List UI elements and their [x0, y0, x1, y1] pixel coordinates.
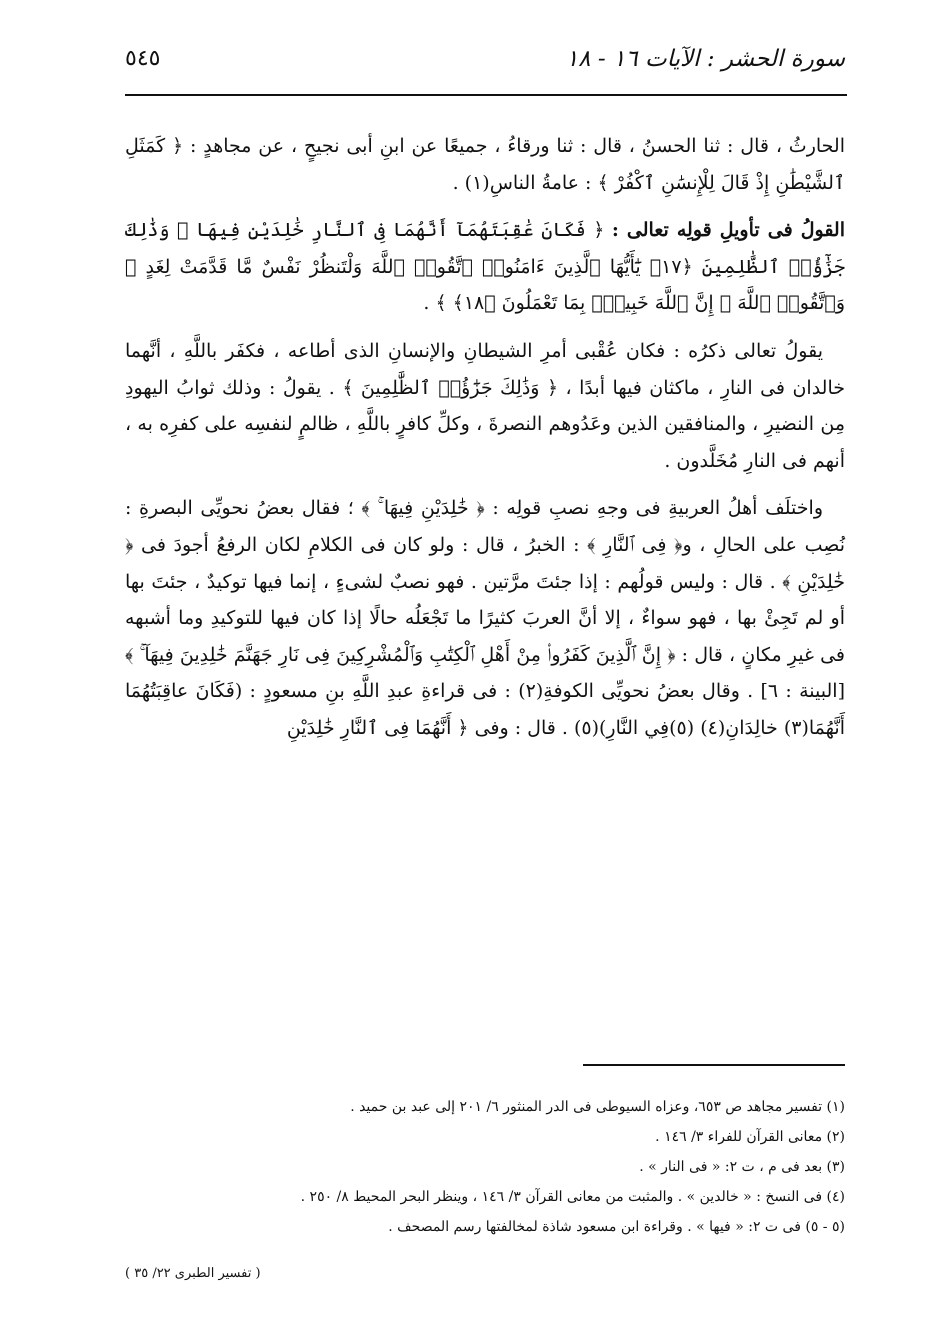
volume-page-reference: ( تفسير الطبرى ٢٢/ ٣٥ )	[125, 1266, 261, 1281]
header-divider	[125, 94, 847, 96]
section-lead: القولُ فى تأويلِ قولِه تعالى :	[611, 219, 845, 242]
running-header	[125, 44, 845, 90]
surah-verse-heading: سورة الحشر : الآيات ١٦ - ١٨	[565, 46, 845, 72]
paragraph	[125, 333, 845, 479]
paragraph	[125, 128, 845, 201]
footnote: (٢) معانى القرآن للفراء ٣/ ١٤٦ .	[655, 1129, 845, 1145]
paragraph-text: الحارثُ ، قال : ثنا الحسنُ ، قال : ثنا ورقاءُ ، جميعًا عن ابنِ أبى نجيحٍ ، عن مجاهدٍ : ﴿ كَمَثَلِ ٱلشَّيْطَٰنِ إِذْ قَالَ لِلْإِنسَٰنِ ٱكْفُرْ ﴾ : عامةُ الناسِ(١) .	[125, 135, 845, 194]
page-number: ٥٤٥	[125, 46, 161, 71]
footnote: (٥ - ٥) فى ت ٢: « فيها » . وقراءة ابن مسعود شاذة لمخالفتها رسم المصحف .	[388, 1219, 845, 1235]
footnote: (٤) فى النسخ : « خالدين » . والمثبت من معانى القرآن ٣/ ١٤٦ ، وينظر البحر المحيط ٨/ ٢٥٠ .	[300, 1189, 845, 1205]
paragraph-text: يقولُ تعالى ذكرُه : فكان عُقْبى أمرِ الشيطانِ والإنسانِ الذى أطاعه ، فكفَر باللَّهِ ، أنَّهما خالدان فى النارِ ، ماكثان فيها أبدًا ، ﴿ وَذَٰلِكَ جَزَٰٓؤُا۟ ٱلظَّٰلِمِينَ ﴾ . يقولُ : وذلك ثوابُ اليهودِ مِن النضيرِ ، والمنافقين الذين وعَدُوهم النصرةَ ، وكلِّ كافرٍ باللَّهِ ، ظالمٍ لنفسِه على كفرِه به ، أنهم فى النارِ مُخَلَّدون .	[125, 339, 845, 472]
paragraph	[125, 490, 845, 746]
footnote: (١) تفسير مجاهد ص ٦٥٣، وعزاه السيوطى فى الدر المنثور ٦/ ٢٠١ إلى عبد بن حميد .	[350, 1099, 845, 1115]
paragraph	[125, 212, 845, 322]
main-text	[125, 128, 845, 758]
footnotes	[125, 1092, 845, 1242]
paragraph-text: واختلَف أهلُ العربيةِ فى وجهِ نصبِ قولِه : ﴿ خَٰلِدَيْنِ فِيهَا ۚ ﴾ ؛ فقال بعضُ نحويِّى البصرةِ : نُصِب على الحالِ ، و﴿ فِى ٱلنَّارِ ﴾ : الخبرُ ، قال : ولو كان فى الكلامِ لكان الرفعُ أجودَ فى ﴿ خَٰلِدَيْنِ ﴾ . قال : وليس قولُهم : إذا جئتَ مرَّتين . فهو نصبٌ لشىءٍ ، إنما فيها توكيدٌ ، جئتَ بها أو لم تَجِئْ بها ، فهو سواءٌ ، إلا أنَّ العربَ كثيرًا ما تَجْعَلُه حالًا إذا كان فيها للتوكيدِ وما أشبهه فى غيرِ مكانٍ ، قال : ﴿ إِنَّ ٱلَّذِينَ كَفَرُوا۟ مِنْ أَهْلِ ٱلْكِتَٰبِ وَٱلْمُشْرِكِينَ فِى نَارِ جَهَنَّمَ خَٰلِدِينَ فِيهَآ ۚ ﴾ [البينة : ٦] . وقال بعضُ نحويِّى الكوفةِ(٢) : فى قراءةِ عبدِ اللَّهِ بنِ مسعودٍ : (فَكَانَ عاقِبَتُهُمَا أَنَّهُمَا(٣) خالِدَانِ(٤) (٥)فِي النَّارِ)(٥) . قال : وفى ﴿ أَنَّهُمَا فِى ٱلنَّارِ خَٰلِدَيْنِ	[125, 497, 845, 739]
footnote: (٣) بعد فى م ، ت ٢: « فى النار » .	[639, 1159, 845, 1175]
footnote-divider	[583, 1064, 845, 1066]
paragraph-text: ﴿ فَكَانَ عَٰقِبَتَهُمَآ أَنَّهُمَا فِى ٱلنَّارِ خَٰلِدَيْنِ فِيهَا ۚ وَذَٰلِكَ جَزَٰٓؤُا۟ ٱلظَّٰلِمِينَ ﴿١٧﴾ يَٰٓأَيُّهَا ٱلَّذِينَ ءَامَنُوا۟ ٱتَّقُوا۟ ٱللَّهَ وَلْتَنظُرْ نَفْسٌ مَّا قَدَّمَتْ لِغَدٍ ۖ وَٱتَّقُوا۟ ٱللَّهَ ۚ إِنَّ ٱللَّهَ خَبِيرٌۢ بِمَا تَعْمَلُونَ ﴿١٨﴾ ﴾ .	[125, 219, 846, 315]
